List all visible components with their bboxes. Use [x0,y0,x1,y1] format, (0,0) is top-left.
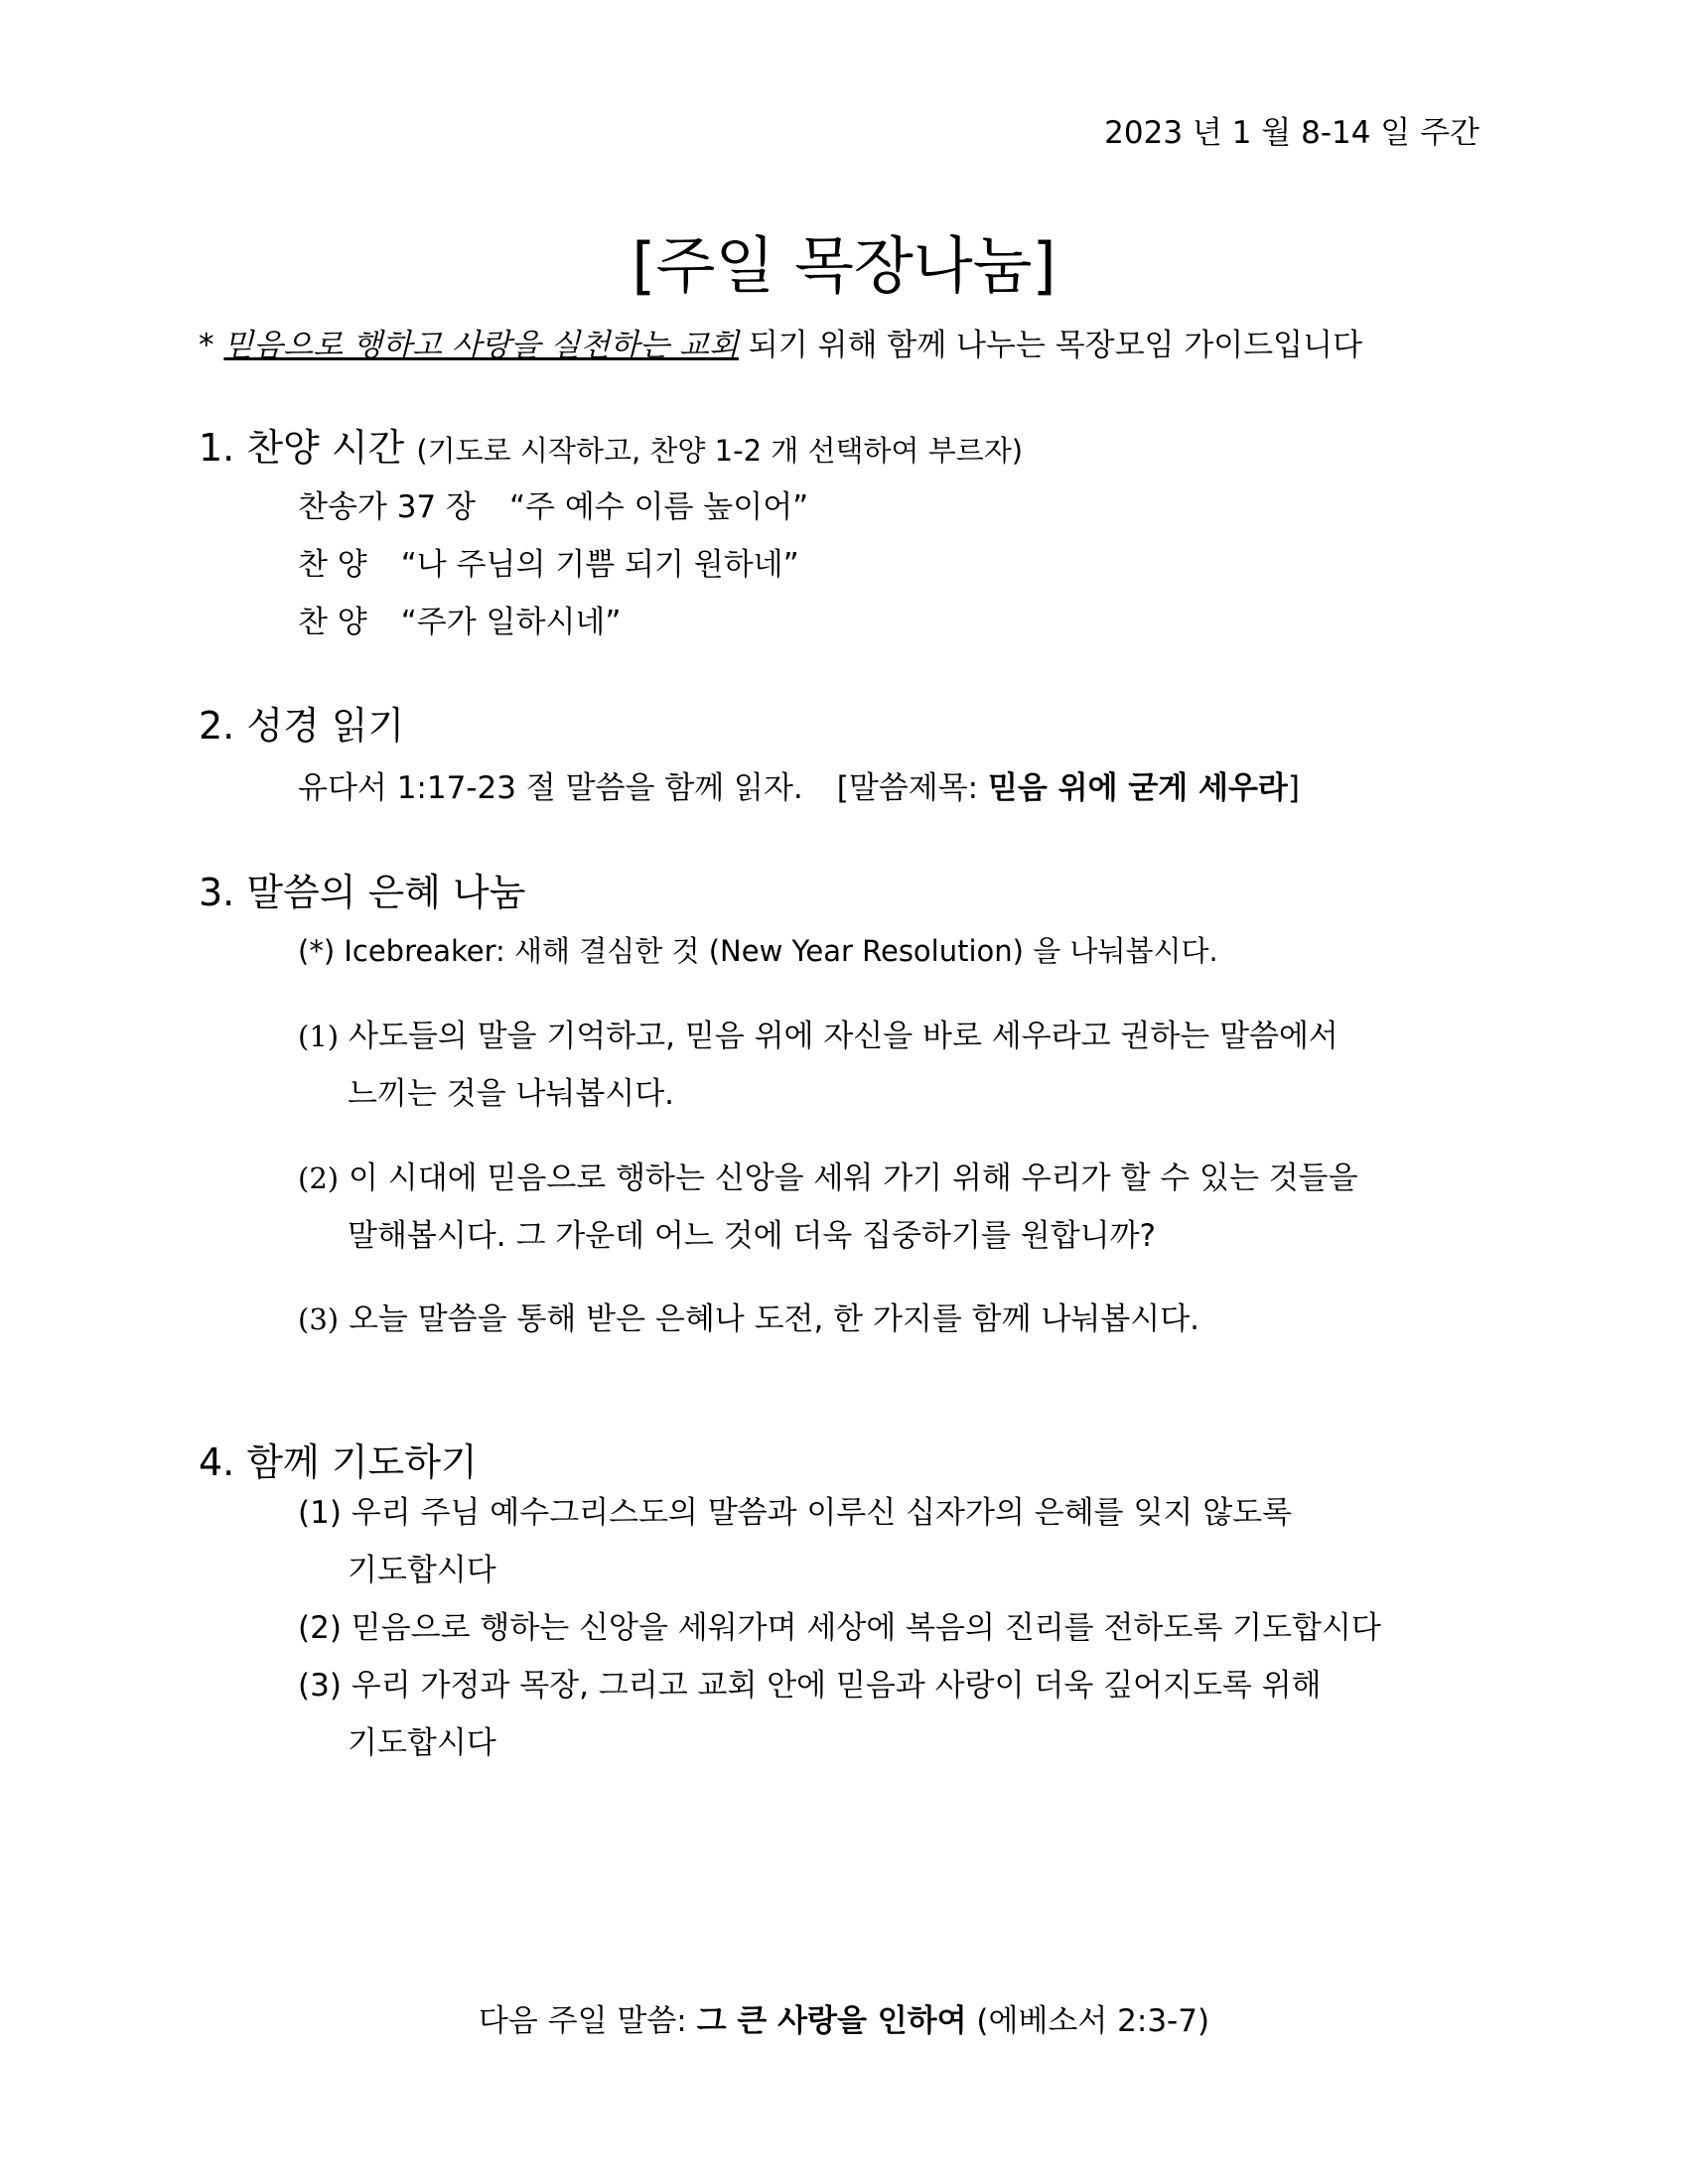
next-sermon [0,1995,1688,2040]
song-label: 찬 양 [298,605,367,640]
section-1-note: (기도로 시작하고, 찬양 1-2 개 선택하여 부르자) [416,434,1024,468]
page-title: [주일 목장나눔] [632,229,1056,302]
question-item [298,1291,1199,1348]
subtitle-emphasis: 믿음으로 행하고 사랑을 실천하는 교회 [223,328,739,363]
section-3-heading: 3. 말씀의 은혜 나눔 [199,871,526,914]
question-number: (1) [298,1020,340,1053]
subtitle [199,320,1362,364]
song-item [298,597,621,641]
next-sermon-prefix: 다음 주일 말씀: [478,2003,687,2039]
song-title: “주 예수 이름 높이어” [508,489,809,525]
subtitle-star: * [199,328,214,363]
question-number: (2) [298,1161,340,1195]
question-line: 말해봅시다. 그 가운데 어느 것에 더욱 집중하기를 원합니까? [348,1218,1156,1254]
song-item [298,481,808,526]
question-item [298,1008,1338,1123]
next-sermon-reference: (에베소서 2:3-7) [976,2003,1210,2039]
question-line: 오늘 말씀을 통해 받은 은혜나 도전, 한 가지를 함께 나눠봅시다. [348,1301,1199,1337]
bible-reading [298,762,1300,807]
sermon-prefix: [말씀제목: [836,770,979,806]
song-title: “나 주님의 기쁨 되기 원하네” [400,547,799,583]
question-number: (3) [298,1302,340,1336]
prayer-line: 기도합시다 [348,1553,496,1588]
section-2-heading: 2. 성경 읽기 [199,704,405,748]
section-4-heading: 4. 함께 기도하기 [199,1440,478,1484]
prayer-line: (3) 우리 가정과 목장, 그리고 교회 안에 믿음과 사랑이 더욱 깊어지도록 위해 [298,1668,1322,1704]
question-item [298,1150,1358,1265]
subtitle-rest: 되기 위해 함께 나누는 목장모임 가이드입니다 [748,328,1363,363]
question-line: 사도들의 말을 기억하고, 믿음 위에 자신을 바로 세우라고 권하는 말씀에서 [348,1019,1338,1054]
week-date: 2023 년 1 월 8-14 일 주간 [1104,115,1479,151]
section-1-heading [199,417,1023,472]
next-sermon-title: 그 큰 사랑을 인하여 [696,2003,967,2039]
prayer-line: 기도합시다 [348,1725,496,1761]
question-line: 느끼는 것을 나눠봅시다. [348,1076,675,1112]
song-label: 찬송가 37 장 [298,489,476,525]
prayer-line: (1) 우리 주님 예수그리스도의 말씀과 이루신 십자가의 은혜를 잊지 않도록 [298,1495,1293,1531]
prayer-line: (2) 믿음으로 행하는 신앙을 세워가며 세상에 복음의 진리를 전하도록 기도합시다 [298,1610,1381,1646]
section-1-title: 1. 찬양 시간 [199,426,405,470]
song-item [298,539,799,584]
sermon-title: 믿음 위에 굳게 세우라 [987,770,1288,806]
question-line: 이 시대에 믿음으로 행하는 신앙을 세워 가기 위해 우리가 할 수 있는 것들을 [348,1160,1358,1196]
song-label: 찬 양 [298,547,367,583]
prayer-item [298,1484,1292,1599]
sermon-suffix: ] [1287,770,1300,806]
prayer-item [298,1657,1322,1772]
prayer-item [298,1599,1381,1657]
icebreaker: (*) Icebreaker: 새해 결심한 것 (New Year Resolution) 을 나눠봅시다. [298,934,1218,968]
song-title: “주가 일하시네” [400,605,622,640]
reading-text: 유다서 1:17-23 절 말씀을 함께 읽자. [298,770,803,806]
